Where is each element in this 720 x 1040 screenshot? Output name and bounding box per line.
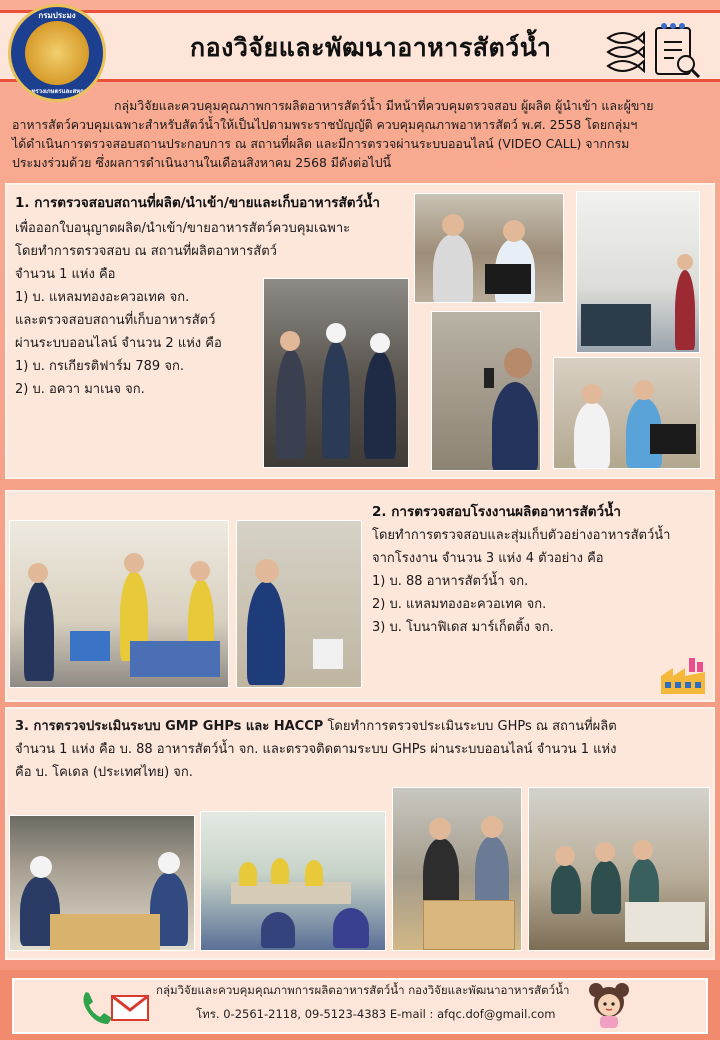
photo-gmp-inspection [9, 815, 195, 951]
photo-online-meeting-1 [414, 193, 564, 303]
section3-line-3: คือ บ. โคเดล (ประเทศไทย) จก. [15, 765, 193, 780]
section1-line: และตรวจสอบสถานที่เก็บอาหารสัตว์ [15, 313, 216, 328]
photo-sampling-1 [9, 520, 229, 688]
section1-panel [5, 183, 715, 479]
logo-emblem [25, 21, 89, 85]
photo-product-boxes [392, 787, 522, 951]
intro-line: ได้ดำเนินการตรวจสอบสถานประกอบการ ณ สถานที่ผลิต และมีการตรวจผ่านระบบออนไลน์ (VIDEO CALL) จากกรม [12, 136, 630, 151]
intro-line: ประมงร่วมด้วย ซึ่งผลการดำเนินงานในเดือนสิงหาคม 2568 มีดังต่อไปนี้ [12, 155, 392, 170]
section3-text [15, 715, 617, 784]
department-logo [8, 4, 106, 102]
section3-line-1 [15, 715, 617, 738]
section2-heading: 2. การตรวจสอบโรงงานผลิตอาหารสัตว์น้ำ [372, 504, 621, 520]
photo-online-assessment [528, 787, 710, 951]
section2-line: 3) บ. โบนาฟิเดส มาร์เก็ตติ้ง จก. [372, 620, 554, 635]
footer [0, 970, 720, 1040]
contact-icons [80, 988, 152, 1026]
section2-line: จากโรงงาน จำนวน 3 แห่ง 4 ตัวอย่าง คือ [372, 551, 604, 566]
photo-online-meeting-2 [553, 357, 701, 469]
section2-panel [5, 490, 715, 702]
section1-line: เพื่อออกใบอนุญาตผลิต/นำเข้า/ขายอาหารสัตว์ควบคุมเฉพาะ [15, 221, 351, 236]
section1-line: 1) บ. กรเกียรติฟาร์ม 789 จก. [15, 359, 184, 374]
intro-paragraph [12, 96, 712, 172]
logo-text-bottom: กระทรวงเกษตรและสหกรณ์ [21, 88, 93, 95]
factory-icon [659, 656, 707, 696]
footer-contact-line: โทร. 0-2561-2118, 09-5123-4383 E-mail : afqc.dof@gmail.com [196, 1007, 556, 1021]
section3-line-2: จำนวน 1 แห่ง คือ บ. 88 อาหารสัตว์น้ำ จก. และตรวจติดตามระบบ GHPs ผ่านระบบออนไลน์ จำนวน 1 แห่ง [15, 742, 617, 757]
intro-line: กลุ่มวิจัยและควบคุมคุณภาพการผลิตอาหารสัตว์น้ำ มีหน้าที่ควบคุมตรวจสอบ ผู้ผลิต ผู้นำเข้า และผู้ขาย [114, 98, 654, 113]
photo-storage-room [576, 191, 700, 353]
cartoon-girl-icon [588, 980, 630, 1030]
section1-line: 2) บ. อควา มาเนจ จก. [15, 382, 145, 397]
section2-line: 2) บ. แหลมทองอะควอเทค จก. [372, 597, 547, 612]
section2-line: โดยทำการตรวจสอบและสุ่มเก็บตัวอย่างอาหารสัตว์น้ำ [372, 528, 671, 543]
section2-text [372, 524, 670, 639]
section1-line: โดยทำการตรวจสอบ ณ สถานที่ผลิตอาหารสัตว์ [15, 244, 277, 259]
section1-heading: 1. การตรวจสอบสถานที่ผลิต/นำเข้า/ขายและเก็บอาหารสัตว์น้ำ [15, 195, 380, 211]
photo-factory-inspection [263, 278, 409, 468]
page-title: กองวิจัยและพัฒนาอาหารสัตว์น้ำ [190, 33, 552, 62]
intro-line: อาหารสัตว์ควบคุมเฉพาะสำหรับสัตว์น้ำให้เป็นไปตามพระราชบัญญัติ ควบคุมคุณภาพอาหารสัตว์ พ.ศ. 2558 โดยกลุ่มฯ [12, 117, 638, 132]
photo-sampling-2 [236, 520, 362, 688]
section3-heading: 3. การตรวจประเมินระบบ GMP GHPs และ HACCP [15, 719, 324, 734]
section2-line: 1) บ. 88 อาหารสัตว์น้ำ จก. [372, 574, 529, 589]
photo-meeting-room [200, 811, 386, 951]
section1-line: ผ่านระบบออนไลน์ จำนวน 2 แห่ง คือ [15, 336, 222, 351]
section1-line: จำนวน 1 แห่ง คือ [15, 267, 116, 282]
logo-text-top: กรมประมง [38, 11, 76, 20]
section3-line1-rest: โดยทำการตรวจประเมินระบบ GHPs ณ สถานที่ผลิต [327, 719, 617, 734]
phone-mail-icon [80, 988, 152, 1026]
fish-checklist-search-icon [604, 20, 704, 80]
section1-line: 1) บ. แหลมทองอะควอเทค จก. [15, 290, 190, 305]
footer-org-line: กลุ่มวิจัยและควบคุมคุณภาพการผลิตอาหารสัตว์น้ำ กองวิจัยและพัฒนาอาหารสัตว์น้ำ [156, 983, 570, 997]
photo-video-call [431, 311, 541, 471]
section3-panel [5, 707, 715, 960]
